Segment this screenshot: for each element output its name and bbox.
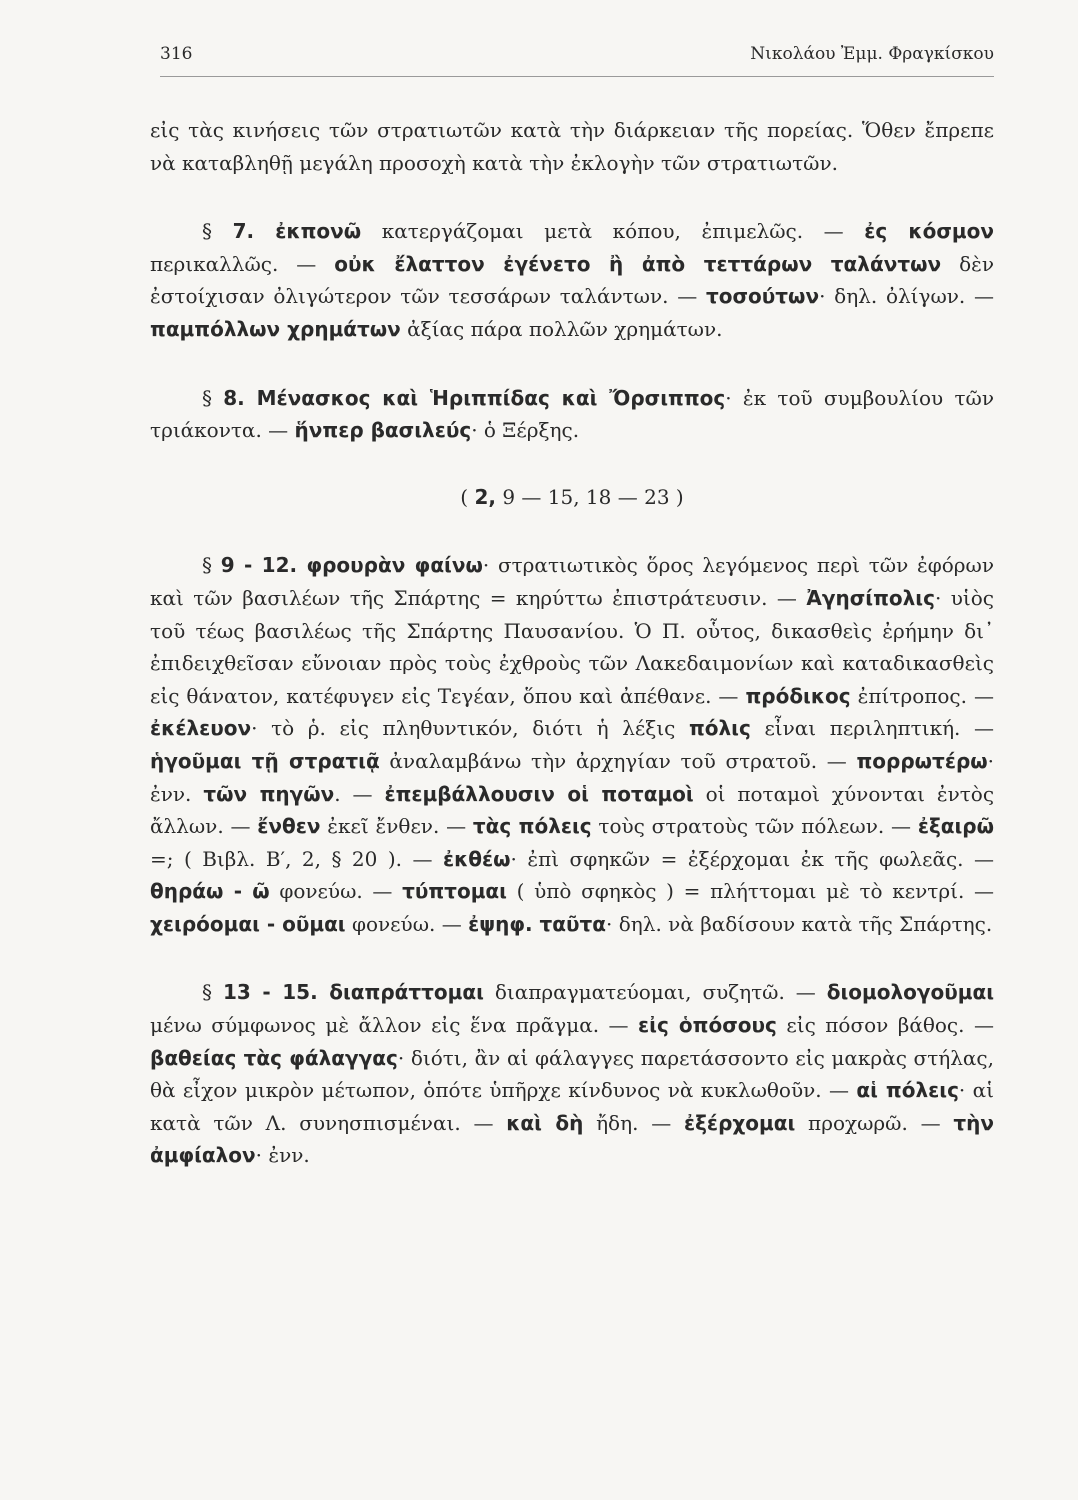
- paragraph-continuation: εἰς τὰς κινήσεις τῶν στρατιωτῶν κατὰ τὴν διάρκειαν τῆς πορείας. Ὅθεν ἔπρεπε νὰ καταβληθῇ μεγάλη προσοχὴ κατὰ τὴν ἐκλογὴν τῶν στρατιωτῶν.: [150, 118, 994, 175]
- section-9-12: § 9 - 12. φρουρὰν φαίνω· στρατιωτικὸς ὅρος λεγόμενος περὶ τῶν ἐφόρων καὶ τῶν βασιλέων τῆς Σπάρτης = κηρύττω ἐπιστράτευσιν. — Ἀγησίπολις· υἱὸς τοῦ τέως βασιλέως τῆς Σπάρτης Παυσανίου. Ὁ Π. οὗτος, δικασθεὶς ἐρήμην δι᾽ ἐπιδειχθεῖσαν εὔνοιαν πρὸς τοὺς ἐχθροὺς τῶν Λακεδαιμονίων καὶ καταδικασθεὶς εἰς θάνατον, κατέφυγεν εἰς Τεγέαν, ὅπου καὶ ἀπέθανε. — πρόδικος ἐπίτροπος. — ἐκέλευον· τὸ ῥ. εἰς πληθυντικόν, διότι ἡ λέξις πόλις εἶναι περιληπτική. — ἡγοῦμαι τῇ στρατιᾷ ἀναλαμβάνω τὴν ἀρχηγίαν τοῦ στρατοῦ. — πορρωτέρω· ἐνν. τῶν πηγῶν. — ἐπεμβάλλουσιν οἱ ποταμοὶ οἱ ποταμοὶ χύνονται ἐντὸς ἄλλων. — ἔνθεν ἐκεῖ ἔνθεν. — τὰς πόλεις τοὺς στρατοὺς τῶν πόλεων. — ἐξαιρῶ =; ( Βιβλ. Β′, 2, § 20 ). — ἐκθέω· ἐπὶ σφηκῶν = ἐξέρχομαι ἐκ τῆς φωλεᾶς. — θηράω - ῶ φονεύω. — τύπτομαι ( ὑπὸ σφηκὸς ) = πλήττομαι μὲ τὸ κεντρί. — χειρόομαι - οῦμαι φονεύω. — ἐψηφ. ταῦτα· δηλ. νὰ βαδίσουν κατὰ τῆς Σπάρτης.: [150, 553, 995, 936]
- chapter-range-heading: ( 2, 9 — 15, 18 — 23 ): [460, 484, 684, 509]
- section-13-15: § 13 - 15. διαπράττομαι διαπραγματεύομαι, συζητῶ. — διομολογοῦμαι μένω σύμφωνος μὲ ἄλλον εἰς ἕνα πρᾶγμα. — εἰς ὁπόσους εἰς πόσον βάθος. — βαθείας τὰς φάλαγγας· διότι, ἂν αἱ φάλαγγες παρετάσσοντο εἰς μακρὰς στήλας, θὰ εἶχον μικρὸν μέτωπον, ὁπότε ὑπῆρχε κίνδυνος νὰ κυκλωθοῦν. — αἱ πόλεις· αἱ κατὰ τῶν Λ. συνησπισμέναι. — καὶ δὴ ἤδη. — ἐξέρχομαι προχωρῶ. — τὴν ἀμφίαλον· ἐνν.: [150, 980, 995, 1168]
- running-title: Νικολάου Ἐμμ. Φραγκίσκου: [750, 44, 994, 64]
- section-7: § 7. ἐκπονῶ κατεργάζομαι μετὰ κόπου, ἐπιμελῶς. — ἐς κόσμον περικαλλῶς. — οὐκ ἔλαττον ἐγένετο ἢ ἀπὸ τεττάρων ταλάντων δὲν ἐστοίχισαν ὀλιγώτερον τῶν τεσσάρων ταλάντων. — τοσούτων· δηλ. ὀλίγων. — παμπόλλων χρημάτων ἀξίας πάρα πολλῶν χρημάτων.: [150, 219, 995, 341]
- page-body: [150, 108, 994, 1172]
- running-header: [160, 44, 994, 77]
- page-number: 316: [160, 44, 193, 64]
- section-8: § 8. Μένασκος καὶ Ἡριππίδας καὶ Ὄρσιππος· ἐκ τοῦ συμβουλίου τῶν τριάκοντα. — ἥνπερ βασιλεύς· ὁ Ξέρξης.: [150, 385, 994, 443]
